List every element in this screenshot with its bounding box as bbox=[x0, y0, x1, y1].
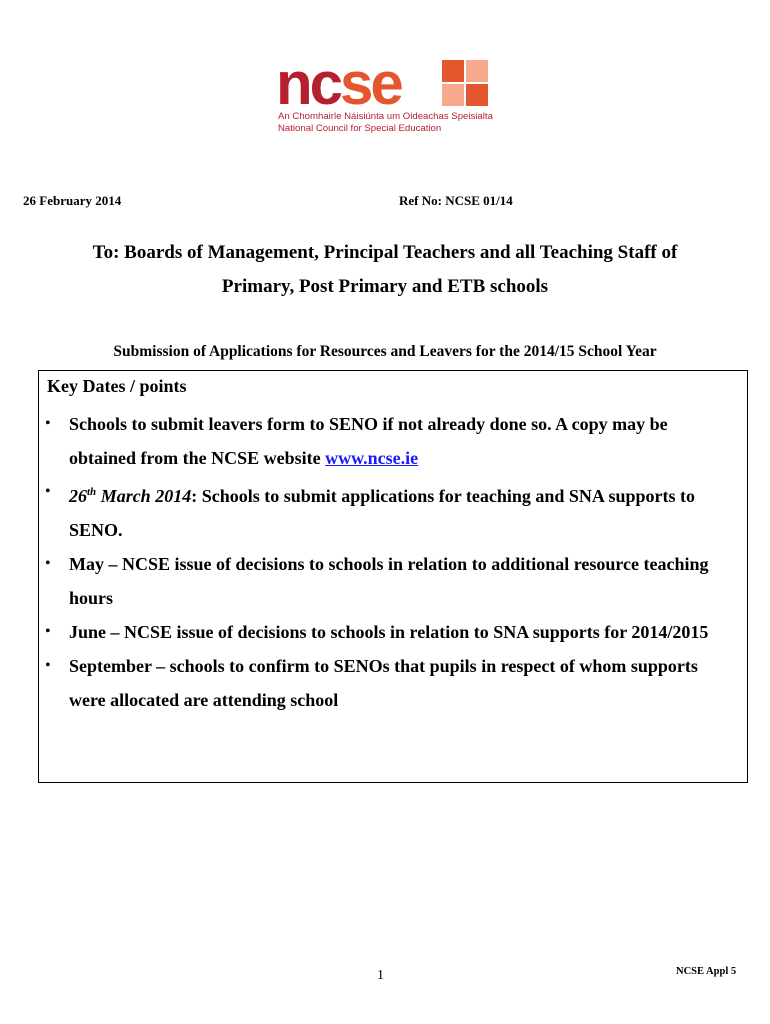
list-item bbox=[39, 475, 709, 547]
item-date-rest: March 2014 bbox=[96, 486, 192, 506]
item-text: May – NCSE issue of decisions to schools in relation to additional resource teaching hours bbox=[69, 554, 709, 608]
bullet-icon: • bbox=[45, 657, 51, 674]
item-text: Schools to submit leavers form to SENO if not already done so. A copy may be obtained from the NCSE website bbox=[69, 414, 668, 468]
letter-date: 26 February 2014 bbox=[23, 193, 122, 208]
footer-ref: NCSE Appl 5 bbox=[676, 966, 737, 977]
key-dates-box bbox=[38, 370, 748, 783]
key-dates-title: Key Dates / points bbox=[47, 376, 187, 396]
addressee-line-2: Primary, Post Primary and ETB schools bbox=[221, 276, 549, 297]
item-text: : Schools to submit applications for teaching and SNA supports to SENO. bbox=[69, 486, 695, 540]
list-item bbox=[39, 407, 709, 475]
logo-subtitle bbox=[278, 111, 508, 135]
list-item bbox=[39, 649, 709, 717]
letter-ref: Ref No: NCSE 01/14 bbox=[399, 193, 513, 208]
bullet-icon: • bbox=[45, 623, 51, 640]
addressee-line-1: To: Boards of Management, Principal Teachers and all Teaching Staff of bbox=[92, 242, 678, 263]
item-text: June – NCSE issue of decisions to schools in relation to SNA supports for 2014/2015 bbox=[69, 622, 709, 642]
key-dates-list bbox=[39, 407, 709, 717]
list-item bbox=[39, 615, 709, 649]
ncse-logo bbox=[276, 50, 496, 136]
page-number: 1 bbox=[377, 968, 384, 983]
bullet-icon: • bbox=[45, 483, 51, 500]
bullet-icon: • bbox=[45, 415, 51, 432]
item-date-day: 26 bbox=[69, 486, 87, 506]
logo-squares-icon bbox=[442, 60, 488, 106]
logo-wordmark: ncse bbox=[276, 50, 401, 117]
letter-subject: Submission of Applications for Resources and Leavers for the 2014/15 School Year bbox=[113, 343, 657, 360]
ncse-website-link[interactable]: www.ncse.ie bbox=[325, 448, 419, 468]
bullet-icon: • bbox=[45, 555, 51, 572]
item-date-sup: th bbox=[87, 486, 97, 498]
list-item bbox=[39, 547, 709, 615]
logo-english-name: National Council for Special Education bbox=[278, 123, 442, 134]
logo-irish-name: An Chomhairle Náisiúnta um Oideachas Speisialta bbox=[278, 111, 493, 122]
item-text: September – schools to confirm to SENOs that pupils in respect of whom supports were allocated are attending school bbox=[69, 656, 698, 710]
